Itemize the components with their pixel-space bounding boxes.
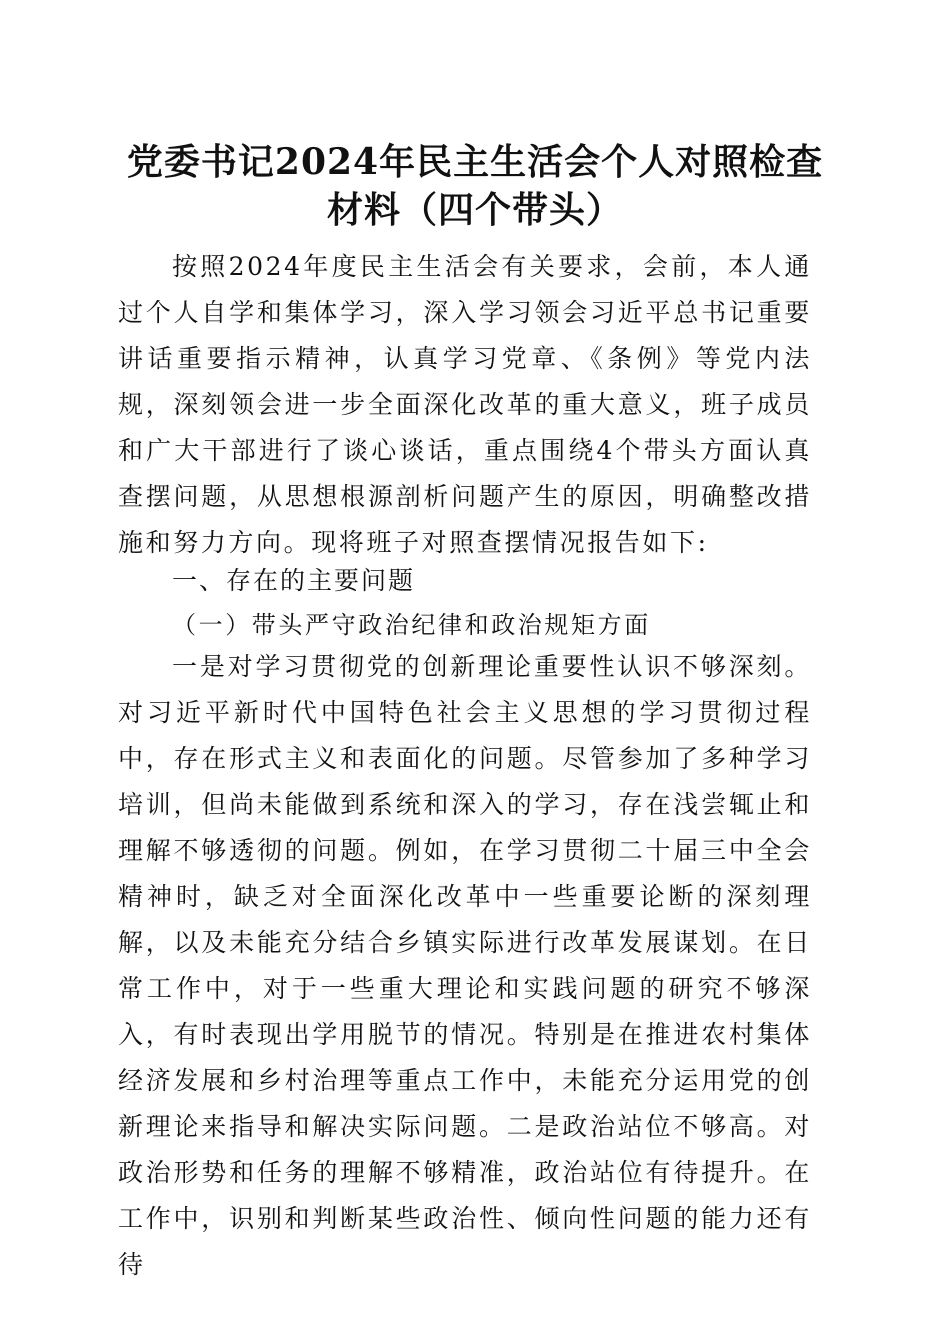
document-title: 党委书记2024年民主生活会个人对照检查材料（四个带头）	[126, 141, 824, 231]
section-heading: 一、存在的主要问题	[172, 566, 416, 595]
body-paragraph: 一是对学习贯彻党的创新理论重要性认识不够深刻。对习近平新时代中国特色社会主义思想的学习贯彻过程中，存在形式主义和表面化的问题。尽管参加了多种学习培训，但尚未能做到系统和深入的学习，存在浅尝辄止和理解不够透彻的问题。例如，在学习贯彻二十届三中全会精神时，缺乏对全面深化改革中一些重要论断的深刻理解，以及未能充分结合乡镇实际进行改革发展谋划。在日常工作中，对于一些重大理论和实践问题的研究不够深入，有时表现出学用脱节的情况。特别是在推进农村集体经济发展和乡村治理等重点工作中，未能充分运用党的创新理论来指导和解决实际问题。二是政治站位不够高。对政治形势和任务的理解不够精准，政治站位有待提升。在工作中，识别和判断某些政治性、倾向性问题的能力还有待	[118, 652, 812, 1279]
subsection-heading: （一）带头严守政治纪律和政治规矩方面	[172, 611, 651, 639]
intro-paragraph: 按照2024年度民主生活会有关要求，会前，本人通过个人自学和集体学习，深入学习领会习近平总书记重要讲话重要指示精神，认真学习党章、《条例》等党内法规，深刻领会进一步全面深化改革的重大意义，班子成员和广大干部进行了谈心谈话，重点围绕4个带头方面认真查摆问题，从思想根源剖析问题产生的原因，明确整改措施和努力方向。现将班子对照查摆情况报告如下:	[118, 252, 812, 557]
